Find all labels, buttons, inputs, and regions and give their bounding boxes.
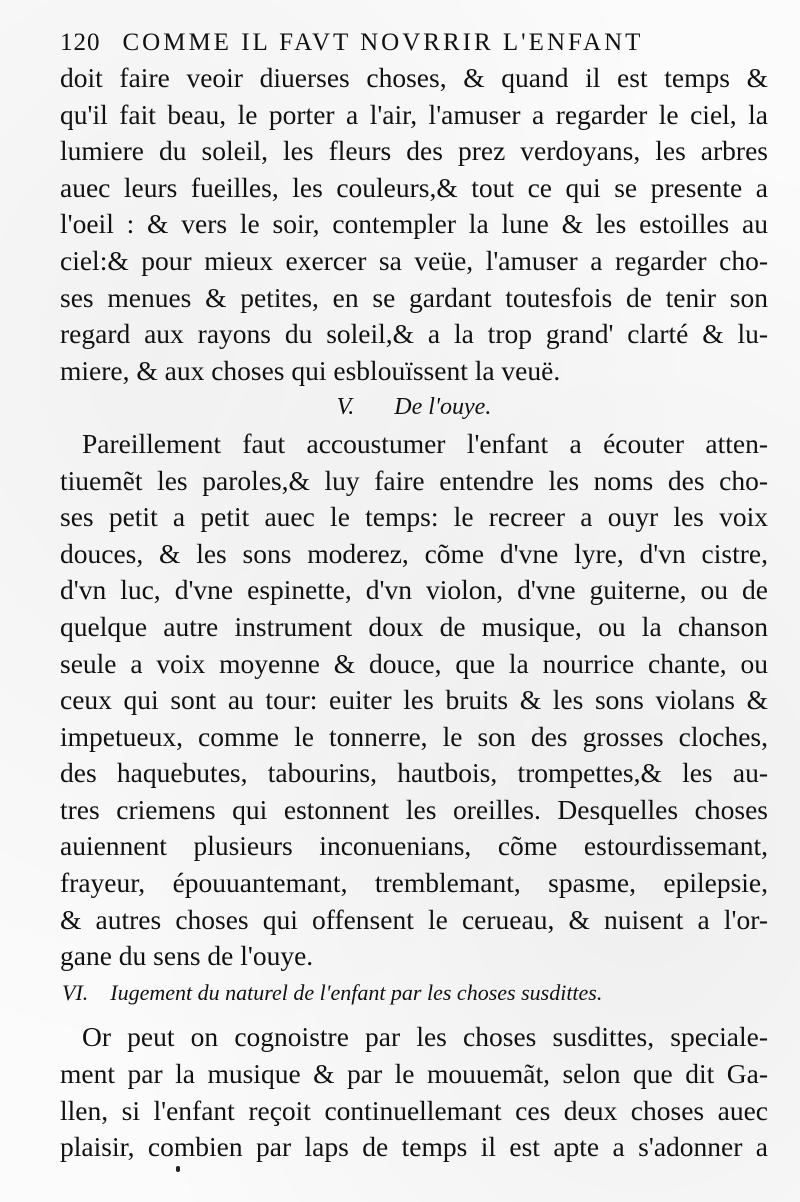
section-number: VI. (62, 979, 89, 1005)
text-line: quelque autre instrument doux de musique, ou la chanson (60, 610, 768, 642)
ink-speck (176, 1166, 180, 1172)
text-line: douces, & les sons moderez, cõme d'vne lyre, d'vn cistre, (60, 537, 768, 569)
text-line: doit faire veoir diuerses choses, & quand il est temps & (60, 62, 768, 93)
text-line: des haquebutes, tabourins, hautbois, trompettes,& les au- (60, 757, 768, 789)
text-line: d'vn luc, d'vne espinette, d'vn violon, d'vne guiterne, ou de (60, 574, 768, 606)
text-line: ceux qui sont au tour: euiter les bruits & les sons violans & (60, 684, 768, 716)
section-number: V. (336, 394, 355, 421)
text-line: lumiere du soleil, les fleurs des prez verdoyans, les arbres (60, 135, 768, 167)
text-line: ses menues & petites, en se gardant toutesfois de tenir son (60, 281, 768, 313)
spacer (60, 1011, 768, 1019)
text-block (60, 60, 768, 1166)
section-title: Iugement du naturel de l'enfant par les choses susdittes. (110, 979, 603, 1005)
text-line: seule a voix moyenne & douce, que la nourrice chante, ou (60, 647, 768, 679)
text-line: auiennent plusieurs inconuenians, cõme estourdissemant, (60, 830, 768, 862)
text-line: frayeur, épouuantemant, tremblemant, spasme, epilepsie, (60, 867, 768, 899)
page-number: 120 (60, 29, 101, 56)
section-heading-vi (60, 975, 768, 1012)
text-line: Pareillement faut accoustumer l'enfant a écouter atten- (82, 427, 768, 459)
text-line: ciel:& pour mieux exercer sa veüe, l'amuser a regarder cho- (60, 244, 768, 276)
running-head (60, 28, 760, 58)
text-line: tres criemens qui estonnent les oreilles. Desquelles choses (60, 793, 768, 825)
text-line: tiuemẽt les paroles,& luy faire entendre les noms des cho- (60, 464, 768, 496)
text-line: ment par la musique & par le mouuemãt, selon que dit Ga- (60, 1058, 768, 1090)
text-line: regard aux rayons du soleil,& a la trop grand' clarté & lu- (60, 318, 768, 350)
text-line: & autres choses qui offensent le cerueau, & nuisent a l'or- (60, 903, 768, 935)
text-line: plaisir, combien par laps de temps il est apte a s'adonner a (60, 1131, 768, 1163)
text-line: l'oeil : & vers le soir, contempler la lune & les estoilles au (60, 208, 768, 240)
running-title: COMME IL FAVT NOVRRIR L'ENFANT (122, 29, 644, 56)
text-line: qu'il fait beau, le porter a l'air, l'amuser a regarder le ciel, la (60, 98, 768, 130)
text-line: auec leurs fueilles, les couleurs,& tout ce qui se presente a (60, 171, 768, 203)
text-line: Or peut on cognoistre par les choses susdittes, speciale- (82, 1021, 768, 1053)
text-line: miere, & aux choses qui esblouïssent la veuë. (60, 354, 561, 386)
text-line: gane du sens de l'ouye. (60, 940, 314, 972)
section-heading-v (60, 389, 768, 426)
text-line: impetueux, comme le tonnerre, le son des grosses cloches, (60, 720, 768, 752)
text-line: llen, si l'enfant reçoit continuellemant ces deux choses auec (60, 1094, 768, 1126)
text-line: ses petit a petit auec le temps: le recreer a ouyr les voix (60, 501, 768, 533)
section-title: De l'ouye. (394, 394, 492, 421)
